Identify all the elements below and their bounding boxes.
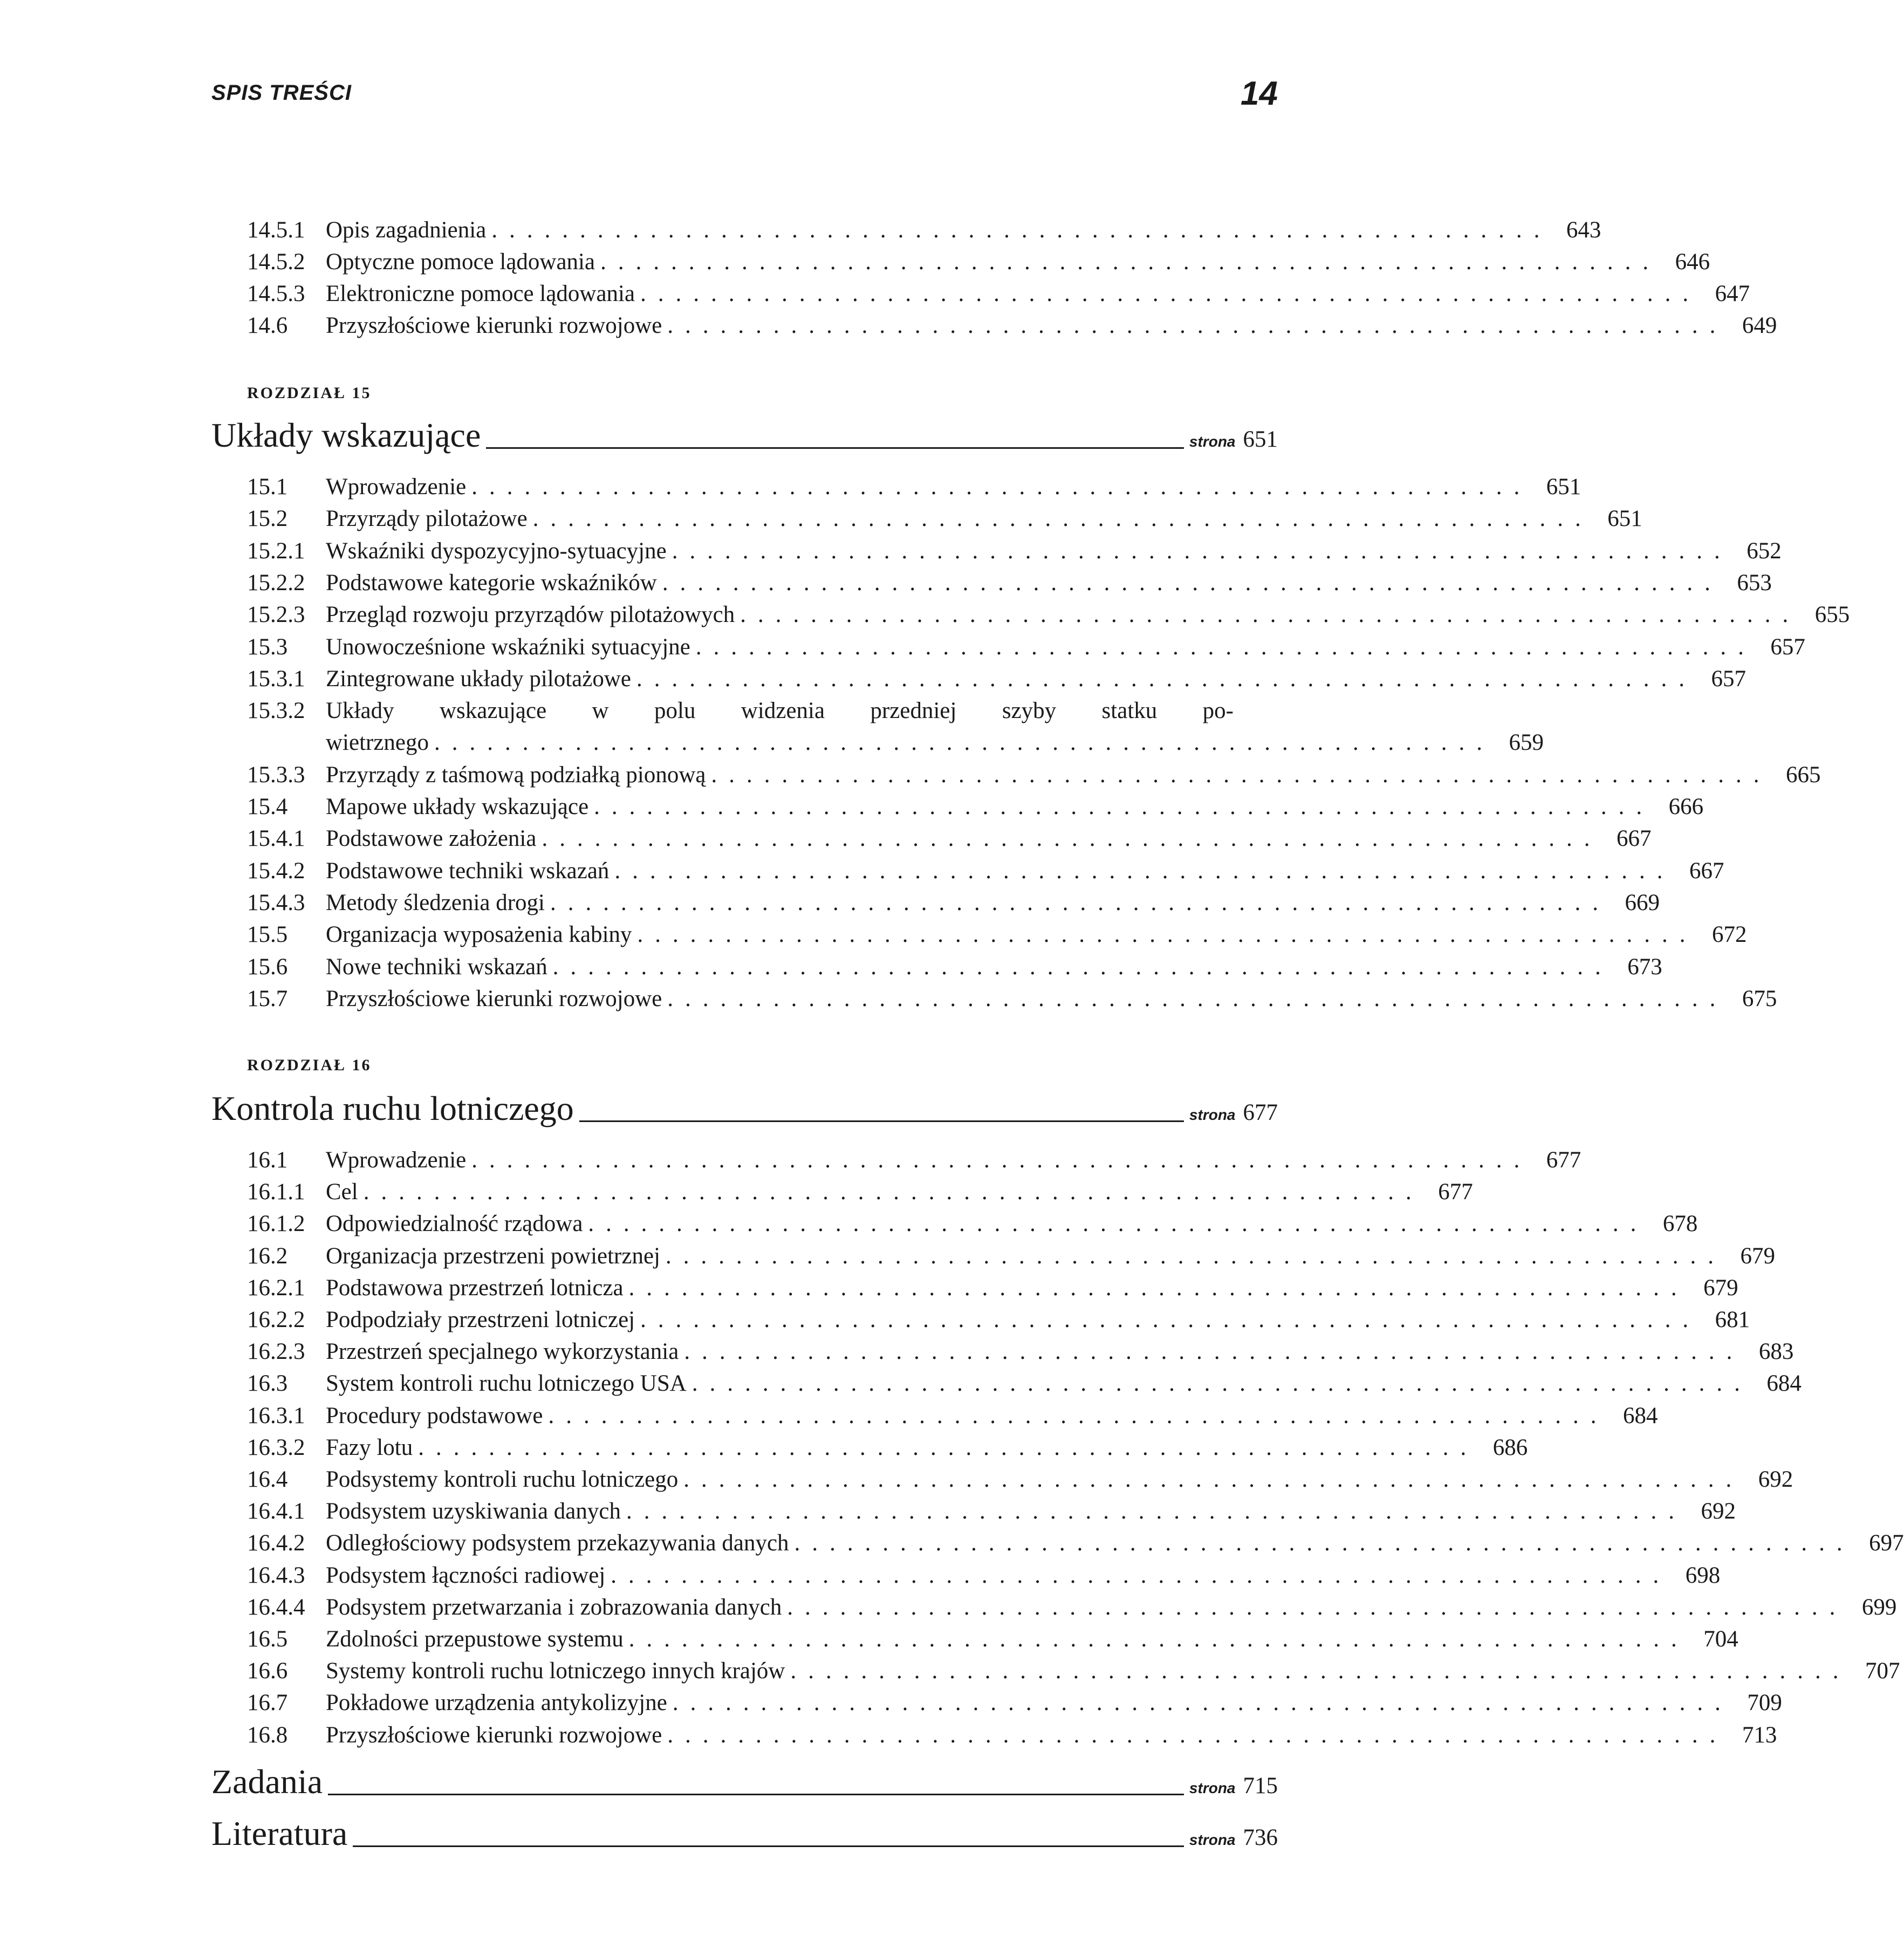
toc-entry-page: 651 <box>1607 506 1642 532</box>
toc-entry-page: 657 <box>1770 634 1805 660</box>
toc-entry-page: 678 <box>1662 1211 1698 1237</box>
toc-entry[interactable] <box>247 1656 1900 1687</box>
dot-leader: ............................................................ <box>600 249 1661 275</box>
toc-entry-title: Układy wskazujące w polu widzenia przedniej szyby statku po- <box>326 698 1234 724</box>
toc-entry-title: Unowocześnione wskaźniki sytuacyjne <box>326 634 690 660</box>
toc-entry-title: Podpodziały przestrzeni lotniczej <box>326 1307 635 1332</box>
toc-entry-title: Opis zagadnienia <box>326 217 487 243</box>
toc-entry-page: 692 <box>1758 1467 1793 1492</box>
toc-entry-title: Przyszłościowe kierunki rozwojowe <box>326 313 662 338</box>
toc-entry-number: 14.5.1 <box>247 217 305 243</box>
zadania-title: Zadania <box>211 1762 323 1801</box>
leader-line <box>328 1794 1184 1795</box>
toc-entry-number: 14.6 <box>247 313 288 338</box>
toc-entry[interactable] <box>247 1241 1775 1272</box>
toc-entry-page: 683 <box>1758 1339 1794 1365</box>
page-number: 14 <box>1241 75 1278 112</box>
running-header-title: SPIS TREŚCI <box>211 81 352 105</box>
chapter-16-title: Kontrola ruchu lotniczego <box>211 1089 574 1127</box>
toc-entry[interactable] <box>247 1496 1736 1527</box>
dot-leader: ............................................................ <box>471 474 1532 500</box>
toc-entry[interactable] <box>247 471 1581 503</box>
toc-entry-number: 15.1 <box>247 474 288 500</box>
toc-entry-number: 16.4.4 <box>247 1594 305 1620</box>
dot-leader: ............................................................ <box>550 890 1611 915</box>
toc-entry-title: Przyrządy pilotażowe <box>326 506 528 532</box>
toc-entry-number: 16.2.2 <box>247 1307 305 1332</box>
toc-entry[interactable] <box>247 632 1805 663</box>
dot-leader: ............................................................ <box>683 1467 1744 1492</box>
toc-entry-number: 16.3.2 <box>247 1434 305 1460</box>
toc-entry-page: 713 <box>1742 1722 1777 1748</box>
toc-entry[interactable] <box>247 215 1601 246</box>
dot-leader: ............................................................ <box>542 826 1602 852</box>
dot-leader: ............................................................ <box>672 1690 1732 1716</box>
chapter-15-heading[interactable] <box>211 415 1278 459</box>
toc-entry[interactable] <box>247 567 1772 599</box>
toc-entry-title: Procedury podstawowe <box>326 1403 543 1428</box>
toc-entry-title: Wskaźniki dyspozycyjno-sytuacyjne <box>326 538 667 564</box>
toc-entry-page: 647 <box>1715 281 1750 306</box>
leader-line <box>579 1120 1184 1122</box>
toc-entry-number: 15.2.2 <box>247 570 305 596</box>
dot-leader: ............................................................ <box>434 730 1495 756</box>
dot-leader: ............................................................ <box>640 281 1701 306</box>
toc-entry-title: Wprowadzenie <box>326 474 467 500</box>
toc-entry-title: Podsystem uzyskiwania danych <box>326 1499 621 1524</box>
toc-entry-page: 699 <box>1861 1594 1897 1620</box>
chapter-16-heading[interactable] <box>211 1089 1278 1132</box>
toc-entry-number: 16.2.3 <box>247 1339 305 1365</box>
toc-entry-title: Fazy lotu <box>326 1434 413 1460</box>
dot-leader: ............................................................ <box>637 922 1697 948</box>
toc-entry-page: 704 <box>1703 1626 1738 1652</box>
toc-entry-page: 643 <box>1566 217 1601 243</box>
toc-entry-title: Cel <box>326 1179 358 1205</box>
toc-entry-number: 14.5.3 <box>247 281 305 306</box>
dot-leader: ............................................................ <box>363 1179 1423 1205</box>
toc-entry[interactable] <box>247 1624 1738 1655</box>
toc-entry-number: 15.7 <box>247 986 288 1011</box>
dot-leader: ............................................................ <box>614 858 1675 884</box>
toc-entry-number: 16.8 <box>247 1722 288 1748</box>
toc-entry[interactable] <box>247 983 1777 1015</box>
dot-leader: ............................................................ <box>662 570 1722 596</box>
toc-entry-number: 16.3.1 <box>247 1403 305 1428</box>
toc-entry-number: 16.4.2 <box>247 1530 305 1556</box>
toc-entry[interactable] <box>247 1400 1658 1432</box>
dot-leader: ............................................................ <box>711 762 1771 788</box>
dot-leader: ............................................................ <box>628 1626 1689 1652</box>
dot-leader: ............................................................ <box>628 1275 1689 1301</box>
dot-leader: ............................................................ <box>787 1594 1847 1620</box>
dot-leader: ............................................................ <box>611 1562 1671 1588</box>
toc-entry[interactable] <box>247 664 1746 695</box>
strona-label: strona <box>1189 1106 1236 1123</box>
toc-entry-title: Wprowadzenie <box>326 1147 467 1173</box>
toc-entry-page: 709 <box>1747 1690 1782 1716</box>
dot-leader: ............................................................ <box>532 506 1593 532</box>
toc-entry[interactable] <box>247 695 1278 727</box>
toc-entry-page: 684 <box>1622 1403 1658 1428</box>
toc-entry-page: 669 <box>1625 890 1660 915</box>
toc-entry[interactable] <box>247 1336 1794 1368</box>
strona-label: strona <box>1189 1780 1236 1796</box>
dot-leader: ............................................................ <box>588 1211 1648 1237</box>
toc-entry-number: 16.4 <box>247 1467 288 1492</box>
toc-entry-number: 16.1.1 <box>247 1179 305 1205</box>
toc-entry-title: Organizacja wyposażenia kabiny <box>326 922 632 948</box>
toc-entry-title: Podsystem przetwarzania i zobrazowania danych <box>326 1594 782 1620</box>
strona-label: strona <box>1189 1831 1236 1848</box>
toc-entry-page: 677 <box>1438 1179 1473 1205</box>
toc-entry-page: 684 <box>1766 1371 1802 1397</box>
toc-entry-number: 16.2 <box>247 1243 288 1269</box>
toc-entry-number: 16.5 <box>247 1626 288 1652</box>
toc-entry-number: 16.4.1 <box>247 1499 305 1524</box>
dot-leader: ............................................................ <box>667 986 1728 1011</box>
toc-entry-title: Podstawowe kategorie wskaźników <box>326 570 657 596</box>
toc-entry-page: 672 <box>1712 922 1747 948</box>
toc-entry-page: 665 <box>1785 762 1821 788</box>
toc-entry-continuation[interactable] <box>247 727 1544 758</box>
toc-entry-page: 679 <box>1703 1275 1738 1301</box>
toc-entry-title: Przyszłościowe kierunki rozwojowe <box>326 1722 662 1748</box>
toc-entry[interactable] <box>247 1368 1802 1399</box>
toc-entry-page: 675 <box>1742 986 1777 1011</box>
toc-entry-number: 15.4.2 <box>247 858 305 884</box>
toc-entry[interactable] <box>247 791 1704 823</box>
toc-entry-page: 698 <box>1685 1562 1721 1588</box>
toc-entry[interactable] <box>247 919 1747 951</box>
dot-leader: ............................................................ <box>695 634 1756 660</box>
toc-entry-title: Przyszłościowe kierunki rozwojowe <box>326 986 662 1011</box>
toc-entry-title: Przegląd rozwoju przyrządów pilotażowych <box>326 602 735 628</box>
literatura-heading[interactable] <box>211 1814 1278 1857</box>
toc-entry[interactable] <box>247 1687 1782 1719</box>
toc-entry-title: System kontroli ruchu lotniczego USA <box>326 1371 687 1397</box>
toc-entry[interactable] <box>247 1464 1793 1495</box>
toc-entry[interactable] <box>247 823 1652 854</box>
toc-entry-number: 16.1.2 <box>247 1211 305 1237</box>
toc-entry-page: 655 <box>1814 602 1850 628</box>
toc-entry-title: Nowe techniki wskazań <box>326 954 547 980</box>
toc-entry[interactable] <box>247 1273 1738 1304</box>
toc-entry-title: Optyczne pomoce lądowania <box>326 249 595 275</box>
toc-entry-title: Podstawowe założenia <box>326 826 537 852</box>
toc-entry-page: 653 <box>1737 570 1772 596</box>
toc-entry-number: 15.2.3 <box>247 602 305 628</box>
chapter-16-label: ROZDZIAŁ 16 <box>247 1056 372 1074</box>
toc-entry-page: 677 <box>1546 1147 1581 1173</box>
toc-entry[interactable] <box>247 536 1782 567</box>
dot-leader: ............................................................ <box>594 794 1654 819</box>
toc-entry-title: Mapowe układy wskazujące <box>326 794 589 819</box>
dot-leader: ............................................................ <box>790 1658 1851 1684</box>
dot-leader: ............................................................ <box>548 1403 1608 1428</box>
dot-leader: ............................................................ <box>471 1147 1532 1173</box>
strona-label: strona <box>1189 433 1236 450</box>
toc-entry-title: Odpowiedzialność rządowa <box>326 1211 583 1237</box>
dot-leader: ............................................................ <box>684 1339 1744 1365</box>
toc-entry-number: 15.3.3 <box>247 762 305 788</box>
toc-entry-title: Pokładowe urządzenia antykolizyjne <box>326 1690 667 1716</box>
toc-entry-page: 667 <box>1616 826 1652 852</box>
toc-entry-title: Podsystem łączności radiowej <box>326 1562 606 1588</box>
dot-leader: ............................................................ <box>667 1722 1728 1748</box>
toc-entry[interactable] <box>247 599 1850 631</box>
toc-entry[interactable] <box>247 952 1662 983</box>
chapter-15-page: 651 <box>1243 427 1278 452</box>
toc-entry-page: 667 <box>1689 858 1724 884</box>
toc-entry[interactable] <box>247 503 1642 535</box>
zadania-page: 715 <box>1243 1773 1278 1799</box>
dot-leader: ............................................................ <box>667 313 1728 338</box>
dot-leader: ............................................................ <box>666 1243 1725 1269</box>
toc-entry-number: 15.5 <box>247 922 288 948</box>
toc-entry[interactable] <box>247 1560 1721 1591</box>
zadania-heading[interactable] <box>211 1762 1278 1805</box>
toc-entry-title: Odległościowy podsystem przekazywania danych <box>326 1530 789 1556</box>
chapter-15-label: ROZDZIAŁ 15 <box>247 384 372 402</box>
toc-entry-page: 679 <box>1740 1243 1775 1269</box>
toc-entry-page: 649 <box>1742 313 1777 338</box>
toc-entry-title: Systemy kontroli ruchu lotniczego innych krajów <box>326 1658 785 1684</box>
toc-entry-page: 666 <box>1668 794 1704 819</box>
toc-entry[interactable] <box>247 1304 1750 1336</box>
dot-leader: ............................................................ <box>640 1307 1701 1332</box>
toc-entry-page: 697 <box>1869 1530 1904 1556</box>
literatura-page: 736 <box>1243 1825 1278 1850</box>
toc-entry-title: Podstawowa przestrzeń lotnicza <box>326 1275 624 1301</box>
chapter-16-page: 677 <box>1243 1100 1278 1125</box>
toc-entry[interactable] <box>247 1177 1473 1208</box>
toc-entry[interactable] <box>247 247 1710 278</box>
toc-entry-number: 15.4 <box>247 794 288 819</box>
dot-leader: ............................................................ <box>672 538 1732 564</box>
toc-entry[interactable] <box>247 1208 1698 1240</box>
dot-leader: ............................................................ <box>418 1434 1478 1460</box>
toc-entry-number: 15.6 <box>247 954 288 980</box>
toc-entry-number: 16.2.1 <box>247 1275 305 1301</box>
toc-entry[interactable] <box>247 1592 1897 1623</box>
toc-entry-number: 15.2 <box>247 506 288 532</box>
toc-entry-title: Podsystemy kontroli ruchu lotniczego <box>326 1467 679 1492</box>
toc-entry-number: 16.7 <box>247 1690 288 1716</box>
toc-entry-page: 686 <box>1492 1434 1528 1460</box>
toc-entry-number: 15.2.1 <box>247 538 305 564</box>
toc-entry-title-continuation: wietrznego <box>326 730 429 756</box>
toc-entry[interactable] <box>247 1145 1581 1176</box>
toc-entry-page: 707 <box>1865 1658 1900 1684</box>
leader-line <box>486 447 1184 449</box>
dot-leader: ............................................................ <box>794 1530 1854 1556</box>
toc-entry[interactable] <box>247 760 1821 791</box>
toc-entry-title: Zintegrowane układy pilotażowe <box>326 666 631 692</box>
toc-entry-title: Podstawowe techniki wskazań <box>326 858 609 884</box>
literatura-title: Literatura <box>211 1814 348 1852</box>
toc-entry[interactable] <box>247 1432 1528 1464</box>
toc-entry-number: 16.3 <box>247 1371 288 1397</box>
toc-entry-title: Organizacja przestrzeni powietrznej <box>326 1243 660 1269</box>
toc-entry-title: Zdolności przepustowe systemu <box>326 1626 624 1652</box>
toc-entry-page: 673 <box>1627 954 1662 980</box>
toc-entry-number: 15.4.1 <box>247 826 305 852</box>
toc-entry[interactable] <box>247 887 1660 919</box>
toc-entry[interactable] <box>247 310 1777 341</box>
dot-leader: ............................................................ <box>626 1499 1686 1524</box>
dot-leader: ............................................................ <box>740 602 1800 628</box>
toc-entry-title: Elektroniczne pomoce lądowania <box>326 281 635 306</box>
toc-entry-page: 657 <box>1711 666 1746 692</box>
toc-entry-page: 692 <box>1701 1499 1736 1524</box>
toc-entry-title: Metody śledzenia drogi <box>326 890 545 915</box>
dot-leader: ............................................................ <box>636 666 1696 692</box>
toc-entry-number: 16.6 <box>247 1658 288 1684</box>
chapter-15-title: Układy wskazujące <box>211 416 481 454</box>
toc-entry-page: 652 <box>1747 538 1782 564</box>
dot-leader: ............................................................ <box>552 954 1613 980</box>
toc-entry-title: Przyrządy z taśmową podziałką pionową <box>326 762 706 788</box>
dot-leader: ............................................................ <box>691 1371 1752 1397</box>
toc-entry-title: Przestrzeń specjalnego wykorzystania <box>326 1339 679 1365</box>
toc-entry[interactable] <box>247 1720 1777 1751</box>
dot-leader: ............................................................ <box>491 217 1552 243</box>
toc-entry-number: 15.3 <box>247 634 288 660</box>
toc-entry-number: 14.5.2 <box>247 249 305 275</box>
leader-line <box>353 1845 1184 1847</box>
toc-entry[interactable] <box>247 856 1724 887</box>
toc-entry-page: 646 <box>1675 249 1710 275</box>
toc-entry[interactable] <box>247 278 1750 310</box>
toc-entry-number: 15.4.3 <box>247 890 305 915</box>
toc-entry-page: 651 <box>1546 474 1581 500</box>
toc-entry-page: 659 <box>1509 730 1544 756</box>
toc-entry-number: 15.3.2 <box>247 698 305 724</box>
toc-entry-number: 15.3.1 <box>247 666 305 692</box>
toc-entry-page: 681 <box>1715 1307 1750 1332</box>
toc-entry-number: 16.1 <box>247 1147 288 1173</box>
toc-entry-number: 16.4.3 <box>247 1562 305 1588</box>
toc-entry[interactable] <box>247 1528 1904 1559</box>
